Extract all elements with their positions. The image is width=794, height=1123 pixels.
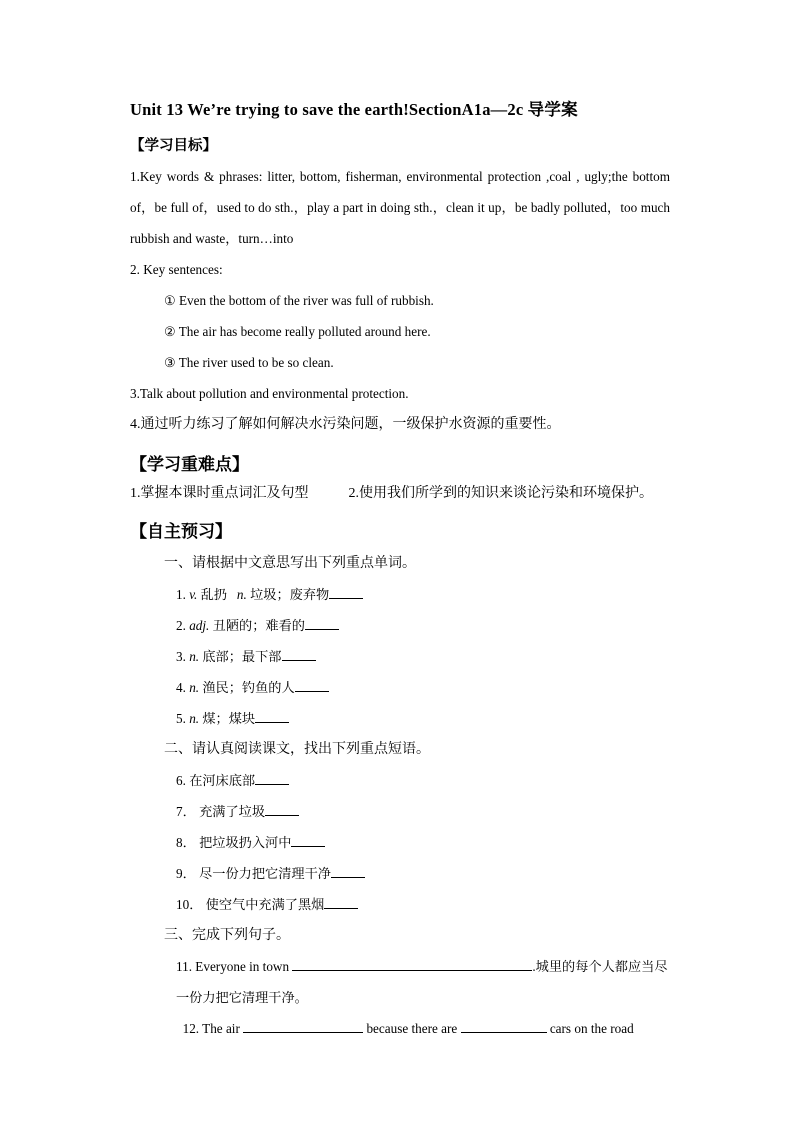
- objective-item-4: 4.通过听力练习了解如何解决水污染问题，一级保护水资源的重要性。: [130, 417, 561, 432]
- phrase-item-6: [130, 765, 670, 796]
- sentence-item-11-before: Everyone in town: [195, 959, 290, 974]
- word-item-3-num: 3: [176, 649, 183, 664]
- word-item-1-pos2: n.: [236, 587, 247, 602]
- answer-blank[interactable]: [265, 815, 299, 816]
- sentence-item-12-seg2: because there are: [366, 1021, 458, 1036]
- phrase-item-10-num: 10．: [176, 897, 203, 912]
- sentence-item-12-seg1: The air: [202, 1021, 240, 1036]
- word-item-5: 5. n. 煤；煤块: [130, 703, 670, 734]
- word-item-1: 1. v. 乱扔 n. 垃圾；废弃物: [130, 579, 670, 610]
- preview-part-one-title: 一、请根据中文意思写出下列重点单词。: [164, 556, 416, 571]
- key-sentence-2-marker: ②: [164, 324, 176, 339]
- answer-blank[interactable]: [255, 784, 289, 785]
- section-heading-difficulties: 【学习重难点】: [130, 455, 249, 474]
- sentence-item-12-num: 12.: [182, 1021, 200, 1036]
- answer-blank[interactable]: [292, 970, 532, 971]
- phrase-item-10: [130, 889, 670, 920]
- phrase-item-6-cn: 在河床底部: [189, 773, 256, 788]
- phrase-item-9-num: 9．: [176, 866, 196, 881]
- answer-blank[interactable]: [331, 877, 365, 878]
- word-item-1-cn2: 垃圾；废弃物: [250, 587, 330, 602]
- word-item-5-num: 5: [176, 711, 183, 726]
- word-item-5-cn: 煤；煤块: [202, 711, 256, 726]
- word-item-3: 3. n. 底部；最下部: [130, 641, 670, 672]
- phrase-item-8: [130, 827, 670, 858]
- section-heading-objectives: 【学习目标】: [130, 138, 217, 154]
- sentence-item-11-after: .城里的每个人都应当尽一份力把它清理干净。: [176, 959, 668, 1005]
- sentence-item-12: [130, 1013, 670, 1044]
- word-item-2-cn: 丑陋的；难看的: [212, 618, 305, 633]
- preview-part-two-title: 二、请认真阅读课文，找出下列重点短语。: [164, 742, 430, 757]
- phrase-item-9: [130, 858, 670, 889]
- answer-blank[interactable]: [255, 722, 289, 723]
- word-item-1-pos: v.: [189, 587, 198, 602]
- answer-blank[interactable]: [282, 660, 316, 661]
- key-sentence-1: [130, 285, 670, 316]
- answer-blank[interactable]: [324, 908, 358, 909]
- key-sentence-3: [130, 347, 670, 378]
- phrase-item-10-cn: 使空气中充满了黑烟: [205, 897, 325, 912]
- word-item-2-pos: adj.: [189, 618, 210, 633]
- word-item-2-num: 2: [176, 618, 183, 633]
- answer-blank[interactable]: [243, 1032, 363, 1033]
- sentence-item-11-num: 11.: [176, 959, 192, 974]
- page-title: Unit 13 We’re trying to save the earth!SectionA1a—2c 导学案: [130, 100, 578, 119]
- sentence-item-12-seg3: cars on the road: [549, 1021, 634, 1036]
- key-sentence-2-text: The air has become really polluted around here.: [178, 324, 431, 339]
- word-item-4-pos: n.: [189, 680, 200, 695]
- phrase-item-7-num: 7．: [176, 804, 196, 819]
- difficulty-row: [130, 481, 670, 507]
- answer-blank[interactable]: [305, 629, 339, 630]
- word-item-5-pos: n.: [189, 711, 200, 726]
- answer-blank[interactable]: [295, 691, 329, 692]
- answer-blank[interactable]: [461, 1032, 547, 1033]
- word-item-2: 2. adj. 丑陋的；难看的: [130, 610, 670, 641]
- word-item-1-cn: 乱扔: [200, 587, 228, 602]
- objective-keywords: 1.Key words & phrases: litter, bottom, fisherman, environmental protection ,coal , ugly;the bottom of，be full of，used to do sth.，play a part in doing sth.，clean it up，be badly polluted，too much rubbish and waste，turn…into: [130, 169, 670, 246]
- phrase-item-6-num: 6.: [176, 773, 186, 788]
- answer-blank[interactable]: [291, 846, 325, 847]
- key-sentence-3-marker: ③: [164, 355, 176, 370]
- difficulty-left: 1.掌握本课时重点词汇及句型: [130, 486, 309, 501]
- word-item-4-cn: 渔民；钓鱼的人: [202, 680, 295, 695]
- answer-blank[interactable]: [329, 598, 363, 599]
- difficulty-right: 2.使用我们所学到的知识来谈论污染和环境保护。: [348, 486, 653, 501]
- phrase-item-9-cn: 尽一份力把它清理干净: [199, 866, 331, 881]
- word-item-3-pos: n.: [189, 649, 200, 664]
- word-item-1-num: 1: [176, 587, 183, 602]
- key-sentence-3-text: The river used to be so clean.: [178, 355, 334, 370]
- word-item-4-num: 4: [176, 680, 183, 695]
- phrase-item-8-cn: 把垃圾扔入河中: [199, 835, 292, 850]
- word-item-4: 4. n. 渔民；钓鱼的人: [130, 672, 670, 703]
- document-content: [130, 96, 670, 1044]
- phrase-item-7: [130, 796, 670, 827]
- objective-keysentences: 2. Key sentences:: [130, 262, 223, 277]
- objective-item-3: 3.Talk about pollution and environmental protection.: [130, 386, 409, 401]
- sentence-item-11: [130, 951, 670, 1013]
- phrase-item-7-cn: 充满了垃圾: [199, 804, 266, 819]
- word-item-3-cn: 底部；最下部: [202, 649, 282, 664]
- phrase-item-8-num: 8．: [176, 835, 196, 850]
- preview-part-three-title: 三、完成下列句子。: [164, 928, 290, 943]
- section-heading-preview: 【自主预习】: [130, 522, 232, 541]
- key-sentence-1-text: Even the bottom of the river was full of rubbish.: [178, 293, 434, 308]
- key-sentence-1-marker: ①: [164, 293, 176, 308]
- key-sentence-2: [130, 316, 670, 347]
